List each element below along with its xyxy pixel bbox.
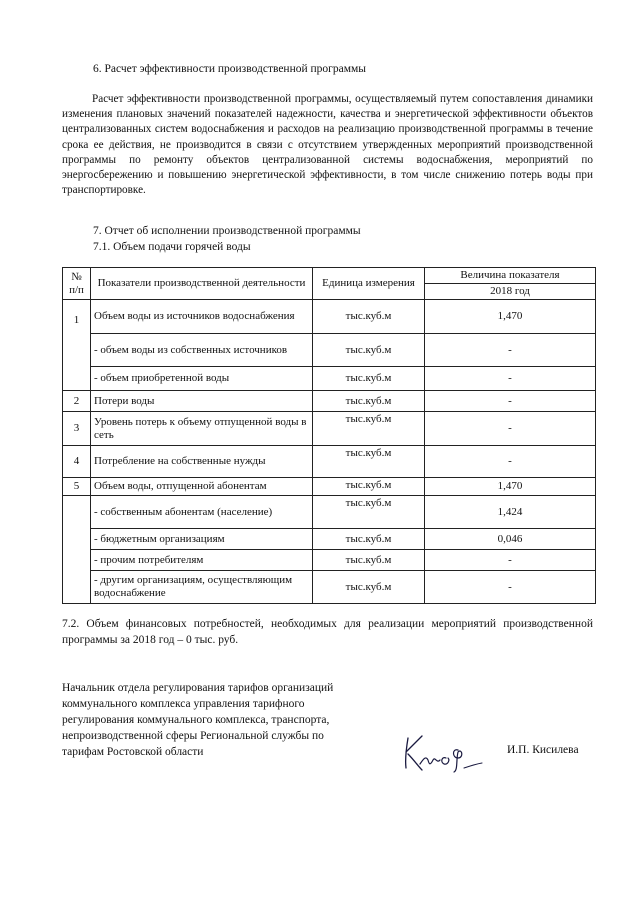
row-value: -	[425, 334, 596, 367]
row-num: 2	[63, 391, 91, 412]
table-row	[63, 496, 596, 529]
position-line: коммунального комплекса управления тарифного	[62, 698, 305, 710]
table-row	[63, 367, 596, 391]
row-value: -	[425, 367, 596, 391]
signatory-name: И.П. Кисилева	[507, 744, 579, 756]
row-indicator: - прочим потребителям	[91, 550, 313, 571]
row-unit: тыс.куб.м	[313, 571, 425, 604]
signatory-position	[62, 680, 392, 760]
handwritten-signature-icon	[400, 730, 490, 775]
row-indicator: Объем воды из источников водоснабжения	[91, 300, 313, 334]
header-value: Величина показателя	[425, 268, 596, 284]
row-indicator: - бюджетным организациям	[91, 529, 313, 550]
row-value: 0,046	[425, 529, 596, 550]
row-value: 1,470	[425, 300, 596, 334]
header-num: № п/п	[63, 268, 91, 300]
row-num	[63, 496, 91, 604]
row-unit: тыс.куб.м	[313, 412, 425, 446]
header-indicator: Показатели производственной деятельности	[91, 268, 313, 300]
row-indicator: - собственным абонентам (население)	[91, 496, 313, 529]
section-7-heading: 7. Отчет об исполнении производственной программы	[93, 225, 361, 237]
row-indicator: Объем воды, отпущенной абонентам	[91, 478, 313, 496]
section-6-heading: 6. Расчет эффективности производственной программы	[93, 63, 367, 75]
row-unit: тыс.куб.м	[313, 550, 425, 571]
position-line: регулирования коммунального комплекса, транспорта,	[62, 714, 330, 726]
row-indicator: Потери воды	[91, 391, 313, 412]
row-unit: тыс.куб.м	[313, 478, 425, 496]
row-value: -	[425, 391, 596, 412]
row-unit: тыс.куб.м	[313, 446, 425, 478]
row-indicator: Потребление на собственные нужды	[91, 446, 313, 478]
position-line: непроизводственной сферы Региональной службы по	[62, 730, 324, 742]
row-unit: тыс.куб.м	[313, 334, 425, 367]
row-value: -	[425, 446, 596, 478]
table-row	[63, 446, 596, 478]
row-unit: тыс.куб.м	[313, 367, 425, 391]
row-value: -	[425, 571, 596, 604]
position-line: Начальник отдела регулирования тарифов организаций	[62, 682, 334, 694]
row-num: 5	[63, 478, 91, 496]
row-value: -	[425, 412, 596, 446]
table-row	[63, 412, 596, 446]
row-indicator: - объем воды из собственных источников	[91, 334, 313, 367]
water-volume-table	[62, 267, 596, 604]
row-indicator: - другим организациям, осуществляющим водоснабжение	[91, 571, 313, 604]
table-header-row	[63, 268, 596, 284]
row-num: 3	[63, 412, 91, 446]
row-unit: тыс.куб.м	[313, 300, 425, 334]
row-num: 4	[63, 446, 91, 478]
position-line: тарифам Ростовской области	[62, 746, 204, 758]
table-row	[63, 334, 596, 367]
row-unit: тыс.куб.м	[313, 496, 425, 529]
table-row	[63, 571, 596, 604]
table-row	[63, 478, 596, 496]
row-unit: тыс.куб.м	[313, 391, 425, 412]
table-row	[63, 300, 596, 334]
header-year: 2018 год	[425, 284, 596, 300]
row-value: -	[425, 550, 596, 571]
row-value: 1,470	[425, 478, 596, 496]
row-indicator: - объем приобретенной воды	[91, 367, 313, 391]
table-row	[63, 529, 596, 550]
header-unit: Единица измерения	[313, 268, 425, 300]
section-6-paragraph: Расчет эффективности производственной программы, осуществляемый путем сопоставления динамики изменения плановых значений показателей надежности, качества и энергетической эффективности объектов централизованных систем водоснабжения и расходов на реализацию производственной программы в течение срока ее действия, не производится в связи с отсутствием утвержденных мероприятий производственной программы по ремонту объектов централизованной системы водоснабжения, мероприятий по энергосбережению и повышению энергетической эффективности, в том числе снижению потерь воды при транспортировке.	[62, 93, 593, 197]
section-7-1-heading: 7.1. Объем подачи горячей воды	[93, 241, 251, 253]
table-row	[63, 391, 596, 412]
table-row	[63, 550, 596, 571]
section-7-2-paragraph: 7.2. Объем финансовых потребностей, необходимых для реализации мероприятий производственной программы за 2018 год – 0 тыс. руб.	[62, 618, 593, 646]
row-value: 1,424	[425, 496, 596, 529]
row-indicator: Уровень потерь к объему отпущенной воды в сеть	[91, 412, 313, 446]
row-unit: тыс.куб.м	[313, 529, 425, 550]
row-num: 1	[63, 300, 91, 391]
